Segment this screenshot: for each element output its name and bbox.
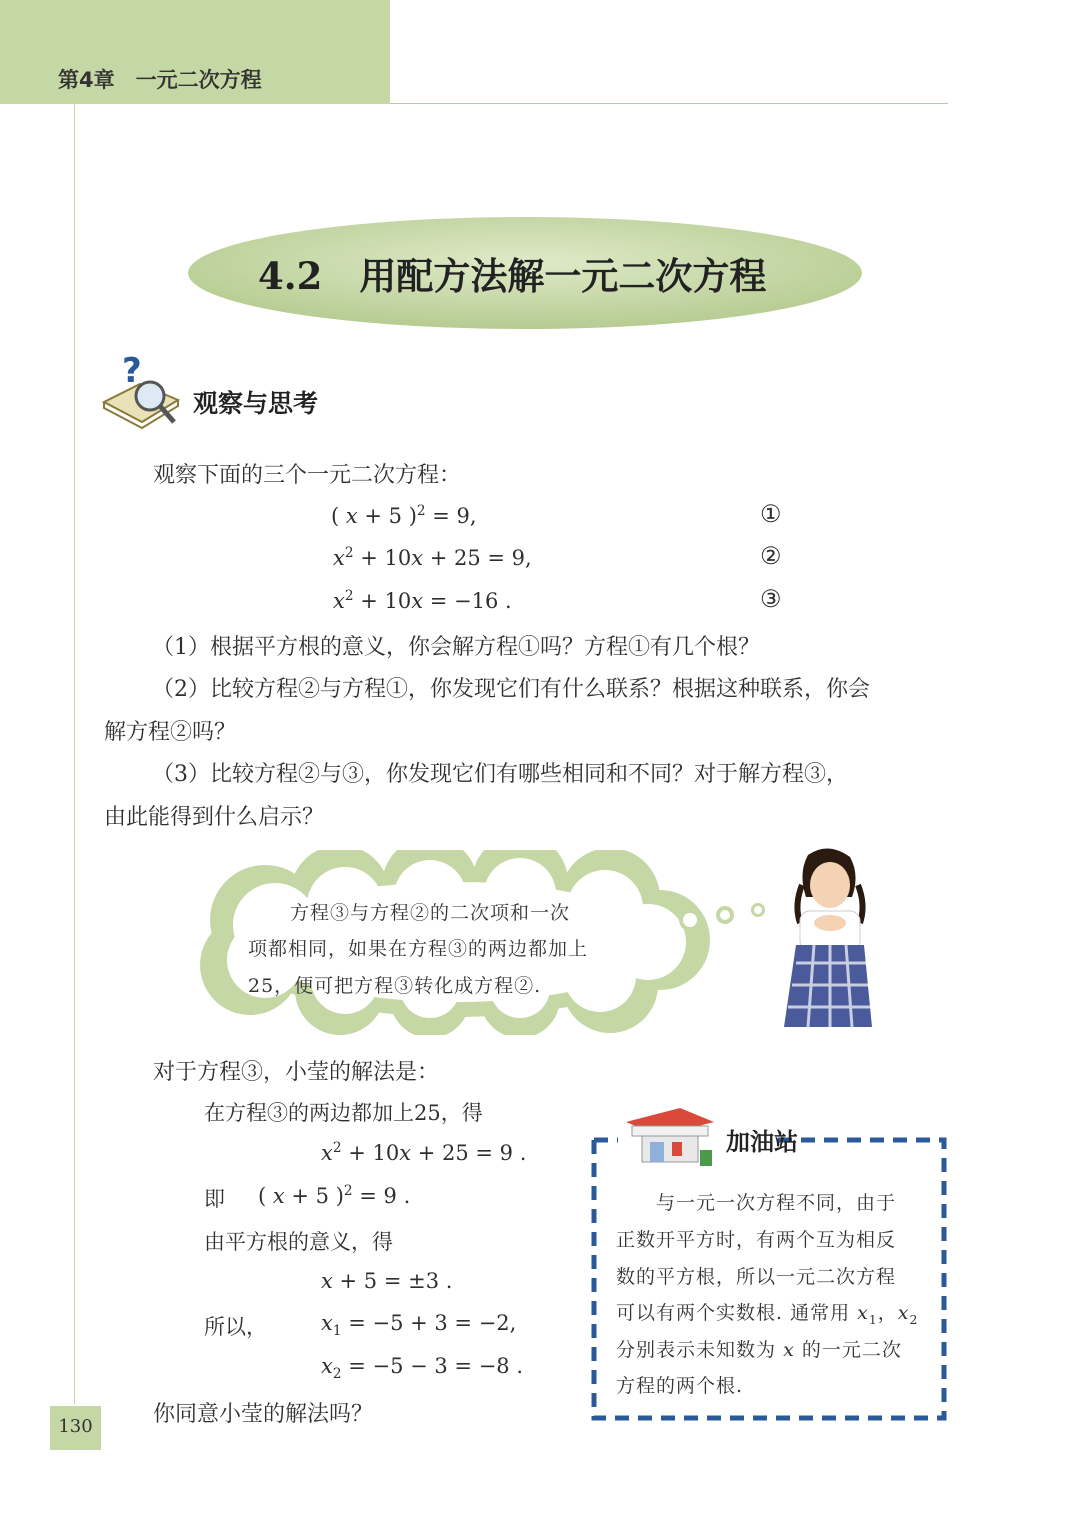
question-2-line-2: 解方程②吗？ [104,720,237,745]
solution-root-1: $x_1 = -5 + 3 = -2$, [321,1311,517,1340]
equation-1-number: ① [760,500,782,528]
cloud-line-2: 项都相同，如果在方程③的两边都加上 [248,938,589,960]
tip-box-title: 加油站 [726,1128,798,1156]
page-number: 130 [58,1416,93,1437]
question-2-line-1: （2）比较方程②与方程①，你发现它们有什么联系？根据这种联系，你会 [152,677,870,702]
gas-station-icon [620,1102,720,1174]
header-rule [390,103,948,104]
tip-line-6: 方程的两个根. [616,1375,744,1397]
question-3-line-2: 由此能得到什么启示？ [104,805,325,830]
equation-1: ( x + 5 )$^2$ = 9, [331,503,477,528]
section-title: 4.2 用配方法解一元二次方程 [258,254,767,298]
tip-line-4: 可以有两个实数根. 通常用 $x_1$，$x_2$ [616,1302,919,1327]
tip-line-2: 正数开平方时，有两个互为相反 [616,1229,897,1251]
tip-line-3: 数的平方根，所以一元二次方程 [616,1266,897,1288]
question-3-line-1: （3）比较方程②与③，你发现它们有哪些相同和不同？对于解方程③， [152,762,848,787]
question-1: （1）根据平方根的意义，你会解方程①吗？方程①有几个根？ [152,635,760,660]
solution-ji-label: 即 [204,1187,225,1211]
solution-intro: 对于方程③，小莹的解法是： [153,1060,440,1085]
solution-suoyi-label: 所以， [204,1315,267,1339]
girl-illustration [778,845,878,1030]
equation-3: $x^2 + 10x = -16$ . [333,588,512,613]
tip-line-5: 分别表示未知数为 x 的一元二次 [616,1339,902,1361]
equation-3-number: ③ [760,585,782,613]
chapter-title: 第4章 一元二次方程 [58,68,262,92]
solution-root-2: $x_2 = -5 - 3 = -8$ . [321,1354,523,1383]
solution-equation-1: $x^2 + 10x + 25 = 9$ . [321,1140,527,1165]
magnifier-book-icon [100,356,186,436]
svg-text:?: ? [122,356,142,391]
solution-step-2: 由平方根的意义，得 [204,1230,393,1254]
margin-rule [74,104,75,1404]
equation-2: $x^2 + 10x + 25 = 9$, [333,545,532,570]
solution-step-1: 在方程③的两边都加上25，得 [204,1101,483,1125]
equation-2-number: ② [760,542,782,570]
observe-heading: 观察与思考 [193,389,319,418]
tip-line-1: 与一元一次方程不同，由于 [656,1192,897,1214]
cloud-line-3: 25，便可把方程③转化成方程②. [248,975,542,997]
cloud-line-1: 方程③与方程②的二次项和一次 [290,902,571,924]
observe-intro: 观察下面的三个一元二次方程： [153,463,462,488]
solution-equation-3: x + 5 = ±3 . [321,1269,453,1293]
solution-question: 你同意小莹的解法吗？ [153,1402,374,1427]
solution-equation-2: ( x + 5 )$^2$ = 9 . [258,1183,411,1208]
